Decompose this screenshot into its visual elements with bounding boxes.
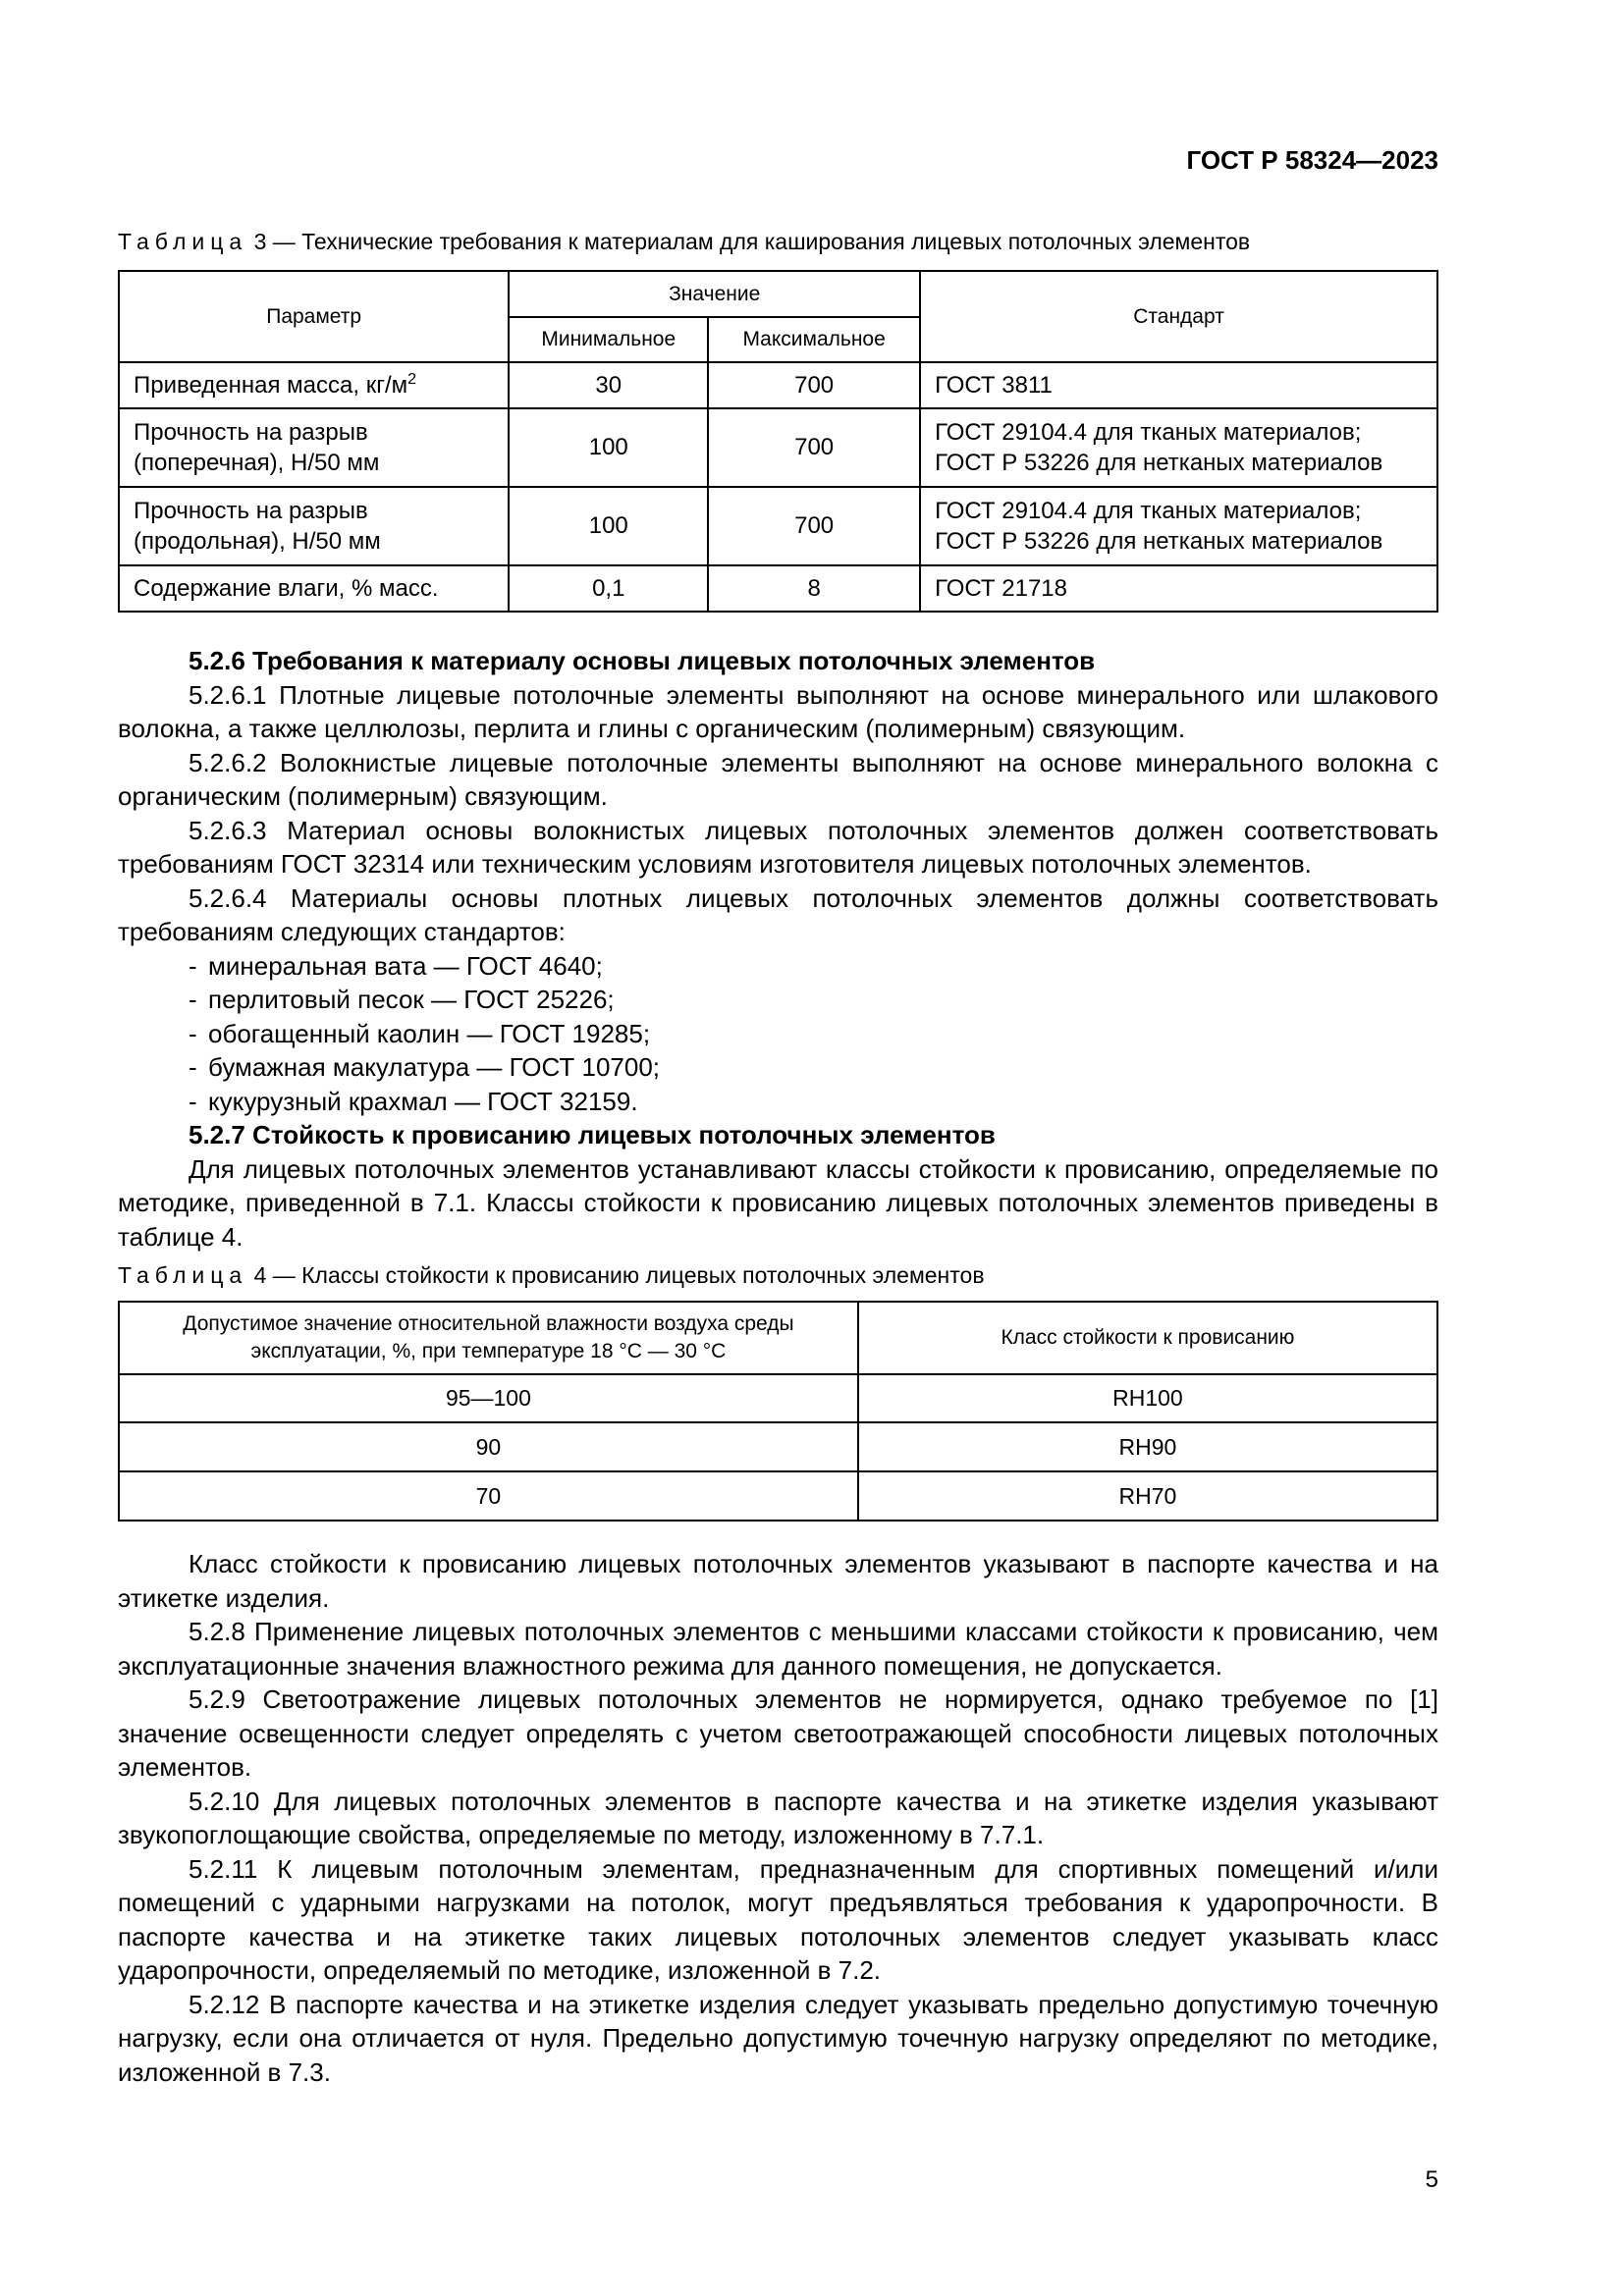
document-header: ГОСТ Р 58324—2023 [1186,145,1438,175]
table-row [119,487,1437,565]
table3-cell-param: Содержание влаги, % масс. [119,565,509,612]
table4-cell-humidity: 70 [119,1471,858,1521]
table3-header-param: Параметр [119,271,509,362]
list-item: - перлитовый песок — ГОСТ 25226; [189,985,615,1014]
table3-cell-min: 0,1 [509,565,708,612]
page-number: 5 [1425,2166,1438,2193]
table3-cell-standard: ГОСТ 29104.4 для тканых материалов; ГОСТ Р 53226 для нетканых материалов [920,487,1437,565]
list-item: - минеральная вата — ГОСТ 4640; [189,950,603,981]
table3 [118,270,1438,613]
table4 [118,1301,1438,1522]
heading-5-2-7: 5.2.7 Стойкость к провисанию лицевых потолочных элементов [189,1120,996,1149]
paragraph-5-2-6-2: 5.2.6.2 Волокнистые лицевые потолочные элементы выполняют на основе минерального волокна с органическим (полимерным) связующим. [118,747,1438,811]
table3-cell-standard: ГОСТ 3811 [920,362,1437,408]
table3-cell-param: Прочность на разрыв (продольная), Н/50 мм [119,487,509,565]
table3-cell-param: Прочность на разрыв (поперечная), Н/50 мм [119,408,509,487]
table3-cell-max: 700 [708,362,920,408]
table-row [119,1422,1437,1471]
paragraph-class-note: Класс стойкости к провисанию лицевых потолочных элементов указывают в паспорте качества и на этикетке изделия. [118,1549,1438,1613]
table4-cell-class: RH70 [858,1471,1437,1521]
table3-cell-min: 100 [509,487,708,565]
table-row [119,565,1437,612]
table-row [119,1471,1437,1521]
table4-header-class: Класс стойкости к провисанию [858,1302,1437,1374]
table3-header-value: Значение [509,271,920,317]
paragraph-5-2-8: 5.2.8 Применение лицевых потолочных элементов с меньшими классами стойкости к провисанию, чем эксплуатационные значения влажностного режима для данного помещения, не допускается. [118,1617,1438,1681]
paragraph-5-2-7: Для лицевых потолочных элементов устанавливают классы стойкости к провисанию, определяемые по методике, приведенной в 7.1. Классы стойкости к провисанию лицевых потолочных элементов приведены в таблице 4. [118,1153,1438,1252]
table4-caption-text: 4 — Классы стойкости к провисанию лицевых потолочных элементов [247,1262,985,1288]
table3-cell-max: 8 [708,565,920,612]
paragraph-5-2-6-1: 5.2.6.1 Плотные лицевые потолочные элементы выполняют на основе минерального или шлакового волокна, а также целлюлозы, перлита и глины с органическим (полимерным) связующим. [118,679,1438,743]
table3-cell-max: 700 [708,408,920,487]
table4-cell-humidity: 90 [119,1422,858,1471]
table3-header-min: Минимальное [509,317,708,362]
table3-header-max: Максимальное [708,317,920,362]
paragraph-5-2-10: 5.2.10 Для лицевых потолочных элементов в паспорте качества и на этикетке изделия указывают звукопоглощающие свойства, определяемые по методу, изложенному в 7.7.1. [118,1786,1438,1849]
table-row [119,408,1437,487]
section-528-5212 [118,1547,1438,2089]
table4-cell-class: RH90 [858,1422,1437,1471]
heading-5-2-6: 5.2.6 Требования к материалу основы лицевых потолочных элементов [189,646,1096,675]
paragraph-5-2-11: 5.2.11 К лицевым потолочным элементам, предназначенным для спортивных помещений и/или помещений с ударными нагрузками на потолок, могут предъявляться требования к ударопрочности. В паспорте качества и на этикетке таких лицевых потолочных элементов следует указывать класс ударопрочности, определяемый по методике, изложенной в 7.2. [118,1853,1438,1985]
paragraph-5-2-6-4: 5.2.6.4 Материалы основы плотных лицевых потолочных элементов должны соответствовать требованиям следующих стандартов: [118,882,1438,946]
paragraph-5-2-12: 5.2.12 В паспорте качества и на этикетке изделия следует указывать предельно допустимую точечную нагрузку, если она отличается от нуля. Предельно допустимую точечную нагрузку определяют по методике, изложенной в 7.3. [118,1989,1438,2087]
table-row [119,362,1437,408]
table3-cell-max: 700 [708,487,920,565]
list-item: - кукурузный крахмал — ГОСТ 32159. [189,1086,638,1116]
table3-cell-standard: ГОСТ 21718 [920,565,1437,612]
table4-caption [118,1262,985,1289]
list-item: - обогащенный каолин — ГОСТ 19285; [189,1018,651,1048]
table3-cell-standard: ГОСТ 29104.4 для тканых материалов; ГОСТ Р 53226 для нетканых материалов [920,408,1437,487]
table3-caption-word: Таблица [118,229,248,254]
table3-caption [118,229,1250,255]
table3-cell-param: Приведенная масса, $кг/м^2$ [119,362,509,408]
table3-cell-min: 30 [509,362,708,408]
paragraph-5-2-9: 5.2.9 Светоотражение лицевых потолочных элементов не нормируется, однако требуемое по [1] значение освещенности следует определять с учетом светоотражающей способности лицевых потолочных элементов. [118,1684,1438,1782]
table3-header-standard: Стандарт [920,271,1437,362]
table4-cell-humidity: 95—100 [119,1374,858,1422]
table-row [119,1374,1437,1422]
list-item: - бумажная макулатура — ГОСТ 10700; [189,1052,661,1082]
table4-header-humidity: Допустимое значение относительной влажности воздуха среды эксплуатации, %, при температуре 18 °С — 30 °С [119,1302,858,1374]
section-526-527 [118,644,1438,1254]
paragraph-5-2-6-3: 5.2.6.3 Материал основы волокнистых лицевых потолочных элементов должен соответствовать требованиям ГОСТ 32314 или техническим условиям изготовителя лицевых потолочных элементов. [118,815,1438,879]
table4-caption-word: Таблица [118,1262,248,1288]
table3-cell-min: 100 [509,408,708,487]
table4-cell-class: RH100 [858,1374,1437,1422]
table3-caption-text: 3 — Технические требования к материалам для каширования лицевых потолочных элементов [247,229,1251,254]
